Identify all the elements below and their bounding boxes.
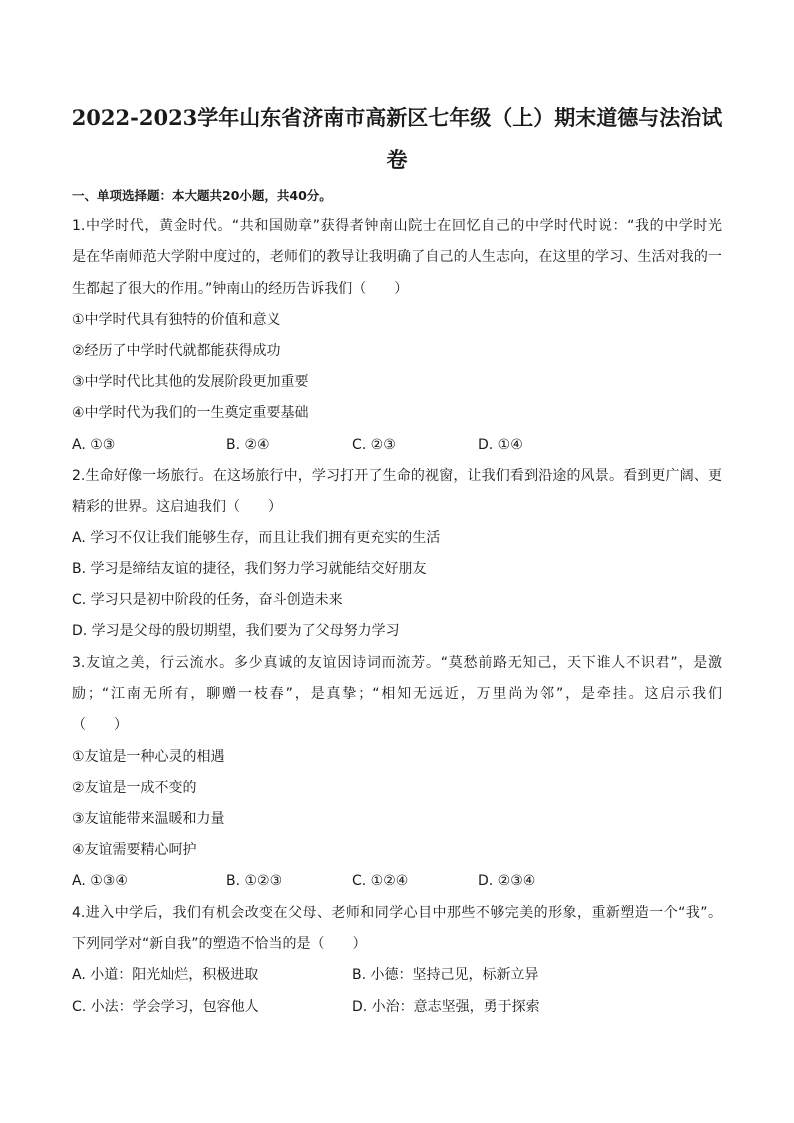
q1-option-d: D. ①④ [478,437,523,453]
q2-option-a: A. 学习不仅让我们能够生存，而且让我们拥有更充实的生活 [72,530,441,546]
q1-item-3: ③中学时代比其他的发展阶段更加重要 [72,374,309,390]
q1-option-b: B. ②④ [226,437,270,453]
q3-stem-line-2: 励；“江南无所有，聊赠一枝春”，是真挚；“相知无远近，万里尚为邻”，是牵挂。这启示我们 [72,686,722,702]
q2-option-d: D. 学习是父母的殷切期望，我们要为了父母努力学习 [72,623,400,639]
q4-option-a: A. 小道：阳光灿烂，积极进取 [72,967,259,983]
q3-item-1: ①友谊是一种心灵的相遇 [72,749,225,765]
q1-option-a: A. ①③ [72,437,116,453]
q3-item-3: ③友谊能带来温暖和力量 [72,811,225,827]
q4-option-d: D. 小治：意志坚强，勇于探索 [352,999,540,1015]
q1-stem-line-2: 是在华南师范大学附中度过的，老师们的教导让我明确了自己的人生志向，在这里的学习、生活对我的一 [72,249,722,265]
q4-stem-line-2: 下列同学对“新自我”的塑造不恰当的是（ ） [72,936,367,952]
q1-item-4: ④中学时代为我们的一生奠定重要基础 [72,405,309,421]
q1-item-1: ①中学时代具有独特的价值和意义 [72,312,281,328]
q3-option-b: B. ①②③ [226,873,283,889]
q4-stem-line-1: 4.进入中学后，我们有机会改变在父母、老师和同学心目中那些不够完美的形象，重新塑造一个“我”。 [72,905,722,921]
q4-option-b: B. 小德：坚持己见，标新立异 [352,967,539,983]
q3-option-d: D. ②③④ [478,873,536,889]
q1-option-c: C. ②③ [352,437,396,453]
q2-option-b: B. 学习是缔结友谊的捷径，我们努力学习就能结交好朋友 [72,561,427,577]
page-title-line-2: 卷 [386,147,408,172]
q1-item-2: ②经历了中学时代就都能获得成功 [72,343,281,359]
q1-stem-line-1: 1.中学时代，黄金时代。“共和国勋章”获得者钟南山院士在回忆自己的中学时代时说：“我的中学时光 [72,218,722,234]
section-heading: 一、单项选择题：本大题共20小题，共40分。 [72,188,332,203]
page-title-line-1: 2022-2023学年山东省济南市高新区七年级（上）期末道德与法治试 [71,105,723,130]
q3-stem-line-1: 3.友谊之美，行云流水。多少真诚的友谊因诗词而流芳。“莫愁前路无知己，天下谁人不识君”，是激 [72,655,722,671]
q2-stem-line-2: 精彩的世界。这启迪我们（ ） [72,499,282,515]
q3-option-c: C. ①②④ [352,873,409,889]
q4-option-c: C. 小法：学会学习，包容他人 [72,999,259,1015]
q1-stem-line-3: 生都起了很大的作用。”钟南山的经历告诉我们（ ） [72,281,409,297]
q3-stem-line-3: （ ） [72,717,128,733]
q3-item-4: ④友谊需要精心呵护 [72,842,197,858]
q2-option-c: C. 学习只是初中阶段的任务，奋斗创造未来 [72,592,343,608]
q3-option-a: A. ①③④ [72,873,128,889]
q3-item-2: ②友谊是一成不变的 [72,780,197,796]
q2-stem-line-1: 2.生命好像一场旅行。在这场旅行中，学习打开了生命的视窗，让我们看到沿途的风景。看到更广阔、更 [72,468,722,484]
